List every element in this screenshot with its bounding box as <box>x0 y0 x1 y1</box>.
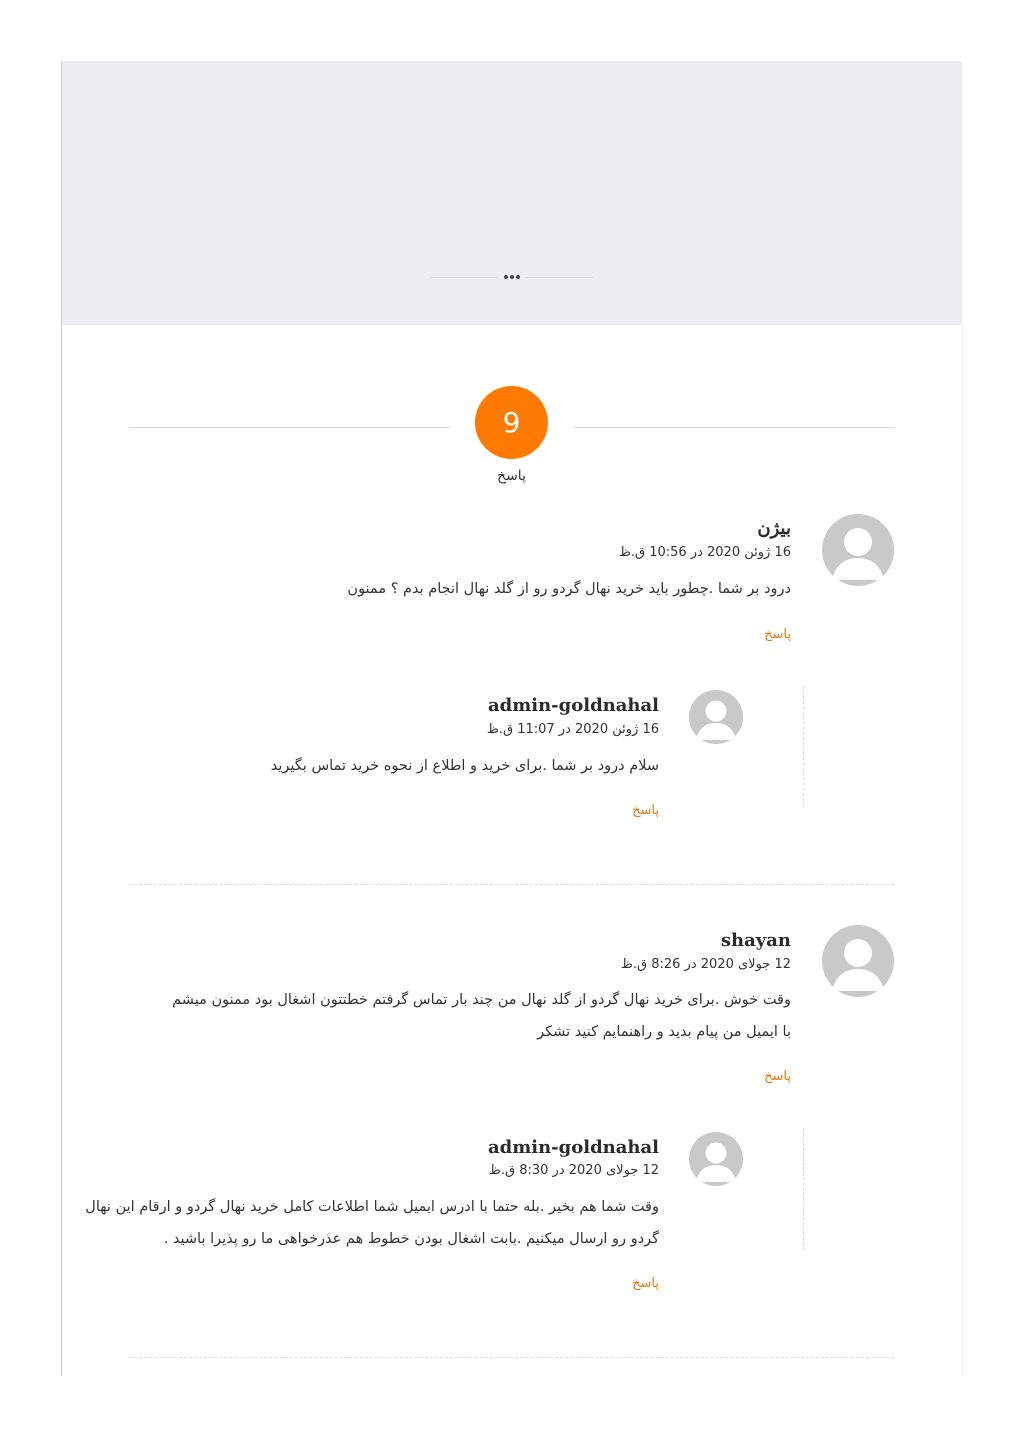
reply-link[interactable]: پاسخ <box>764 627 791 642</box>
user-silhouette-icon <box>822 925 894 997</box>
avatar <box>689 690 743 744</box>
comment-date[interactable]: 12 جولای 2020 در 8:30 ق.ظ <box>488 1163 659 1178</box>
comment-author: shayan <box>720 930 791 951</box>
comment-text: سلام درود بر شما .برای خرید و اطلاع از نحوه خرید تماس بگیرید <box>270 758 659 774</box>
comment-text-line: وقت شما هم بخیر .بله حتما با ادرس ایمیل شما اطلاعات کامل خرید نهال گردو و ارقام این نهال <box>85 1199 659 1215</box>
comment-date[interactable]: 12 جولای 2020 در 8:26 ق.ظ <box>620 957 791 972</box>
user-silhouette-icon <box>822 514 894 586</box>
reply-link[interactable]: پاسخ <box>632 803 659 818</box>
comment-author: admin-goldnahal <box>487 695 659 716</box>
divider-line <box>525 277 593 278</box>
comments-count-badge: 9 <box>475 386 548 459</box>
comment-date[interactable]: 16 ژوئن 2020 در 10:56 ق.ظ <box>618 545 791 560</box>
avatar <box>822 925 894 997</box>
more-dots-icon[interactable] <box>500 268 523 286</box>
divider-line <box>430 277 498 278</box>
comment-text-line: وقت خوش .برای خرید نهال گردو از گلد نهال من چند بار تماس گرفتم خطتتون اشغال بود ممنون میشم <box>172 992 791 1008</box>
reply-link[interactable]: پاسخ <box>764 1069 791 1084</box>
thread-line <box>803 686 804 806</box>
divider-line <box>573 427 894 428</box>
comments-header <box>129 386 894 496</box>
load-more-divider[interactable] <box>430 268 593 286</box>
comment-author: admin-goldnahal <box>487 1137 659 1158</box>
avatar <box>689 1132 743 1186</box>
reply-link[interactable]: پاسخ <box>632 1276 659 1291</box>
comment-author: بیژن <box>757 518 791 539</box>
comment-text-line: با ایمیل من پیام بدید و راهنمایم کنید تشکر <box>537 1024 791 1040</box>
comment-text-line: گردو رو ارسال میکنیم .بابت اشغال بودن خطوط هم عذرخواهی ما رو پذیرا باشید . <box>163 1231 659 1247</box>
comment-separator <box>129 1357 894 1358</box>
avatar <box>822 514 894 586</box>
comments-count-label: پاسخ <box>497 468 526 484</box>
divider-line <box>129 427 450 428</box>
comment-date[interactable]: 16 ژوئن 2020 در 11:07 ق.ظ <box>486 722 659 737</box>
user-silhouette-icon <box>689 690 743 744</box>
thread-line <box>803 1128 804 1250</box>
comment-separator <box>129 884 894 885</box>
comment-text: درود بر شما .چطور باید خرید نهال گردو رو از گلد نهال انجام بدم ؟ ممنون <box>347 581 791 597</box>
user-silhouette-icon <box>689 1132 743 1186</box>
